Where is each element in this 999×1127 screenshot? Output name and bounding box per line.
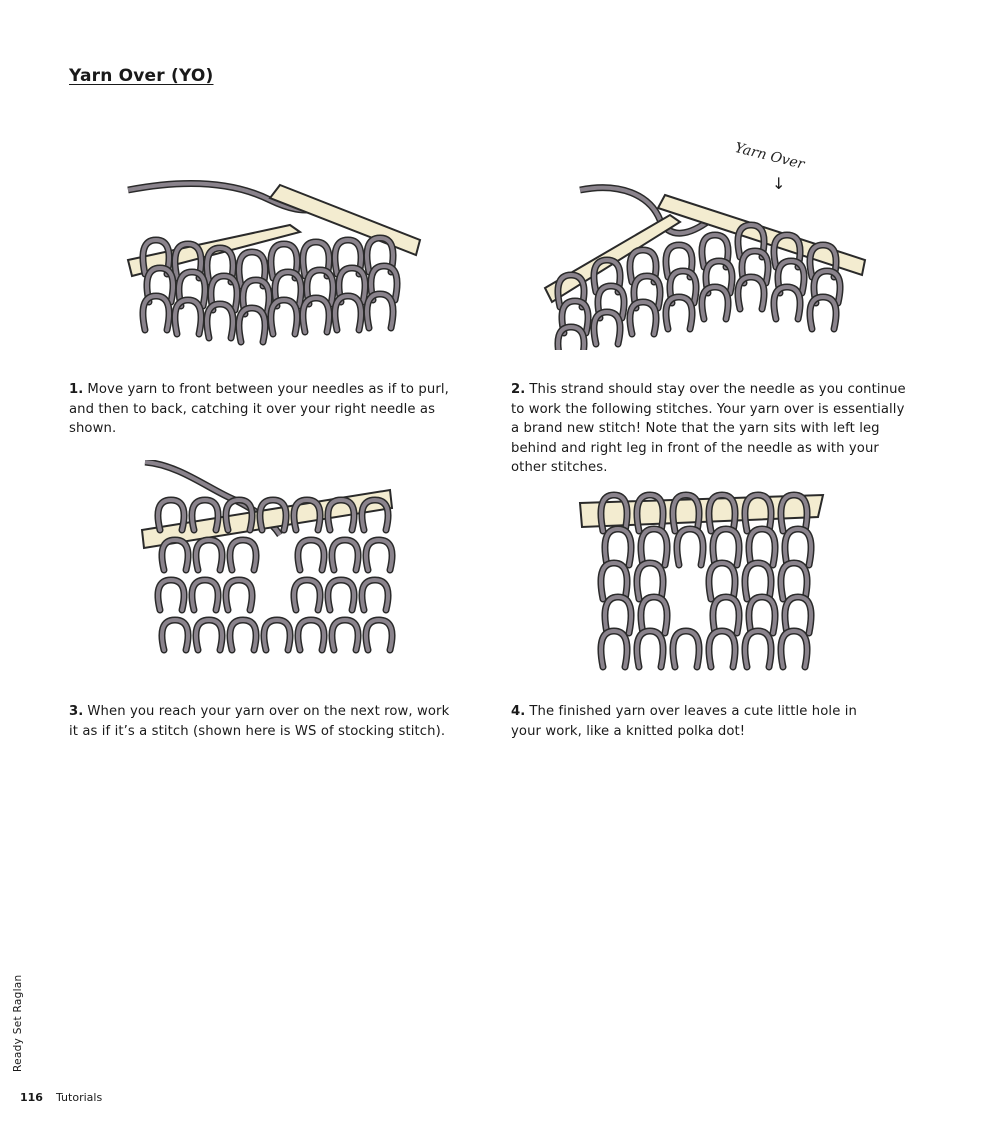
arrow-icon: ↓ bbox=[772, 174, 786, 193]
step-2-caption bbox=[511, 380, 911, 478]
step-text: This strand should stay over the needle as you continue to work the following stitches. Your yarn over is essentially a brand new stitch! Note that the yarn sits with left leg behind and right leg in front of the needle as with your other stitches. bbox=[511, 382, 906, 475]
step-text: Move yarn to front between your needles as if to purl, and then to back, catching it over your right needle as shown. bbox=[69, 382, 449, 436]
step-number: 3. bbox=[69, 704, 84, 719]
section-name: Tutorials bbox=[56, 1091, 103, 1104]
illustration-step-1 bbox=[120, 170, 430, 355]
yarn-over-annotation: Yarn Over bbox=[733, 140, 806, 173]
page-title: Yarn Over (YO) bbox=[69, 66, 214, 86]
step-text: When you reach your yarn over on the next row, work it as if it’s a stitch (shown here is WS of stocking stitch). bbox=[69, 704, 450, 739]
step-number: 2. bbox=[511, 382, 526, 397]
step-3-caption bbox=[69, 702, 459, 741]
book-title-sidebar: Ready Set Raglan bbox=[12, 974, 24, 1072]
illustration-step-2 bbox=[540, 180, 870, 350]
step-number: 4. bbox=[511, 704, 526, 719]
stitch-loops bbox=[558, 225, 840, 350]
illustration-step-3 bbox=[140, 460, 400, 680]
illustration-step-4 bbox=[578, 485, 828, 685]
step-text: The finished yarn over leaves a cute little hole in your work, like a knitted polka dot! bbox=[511, 704, 857, 739]
step-4-caption bbox=[511, 702, 871, 741]
page-number: 116 bbox=[20, 1091, 43, 1104]
step-number: 1. bbox=[69, 382, 84, 397]
step-1-caption bbox=[69, 380, 449, 439]
